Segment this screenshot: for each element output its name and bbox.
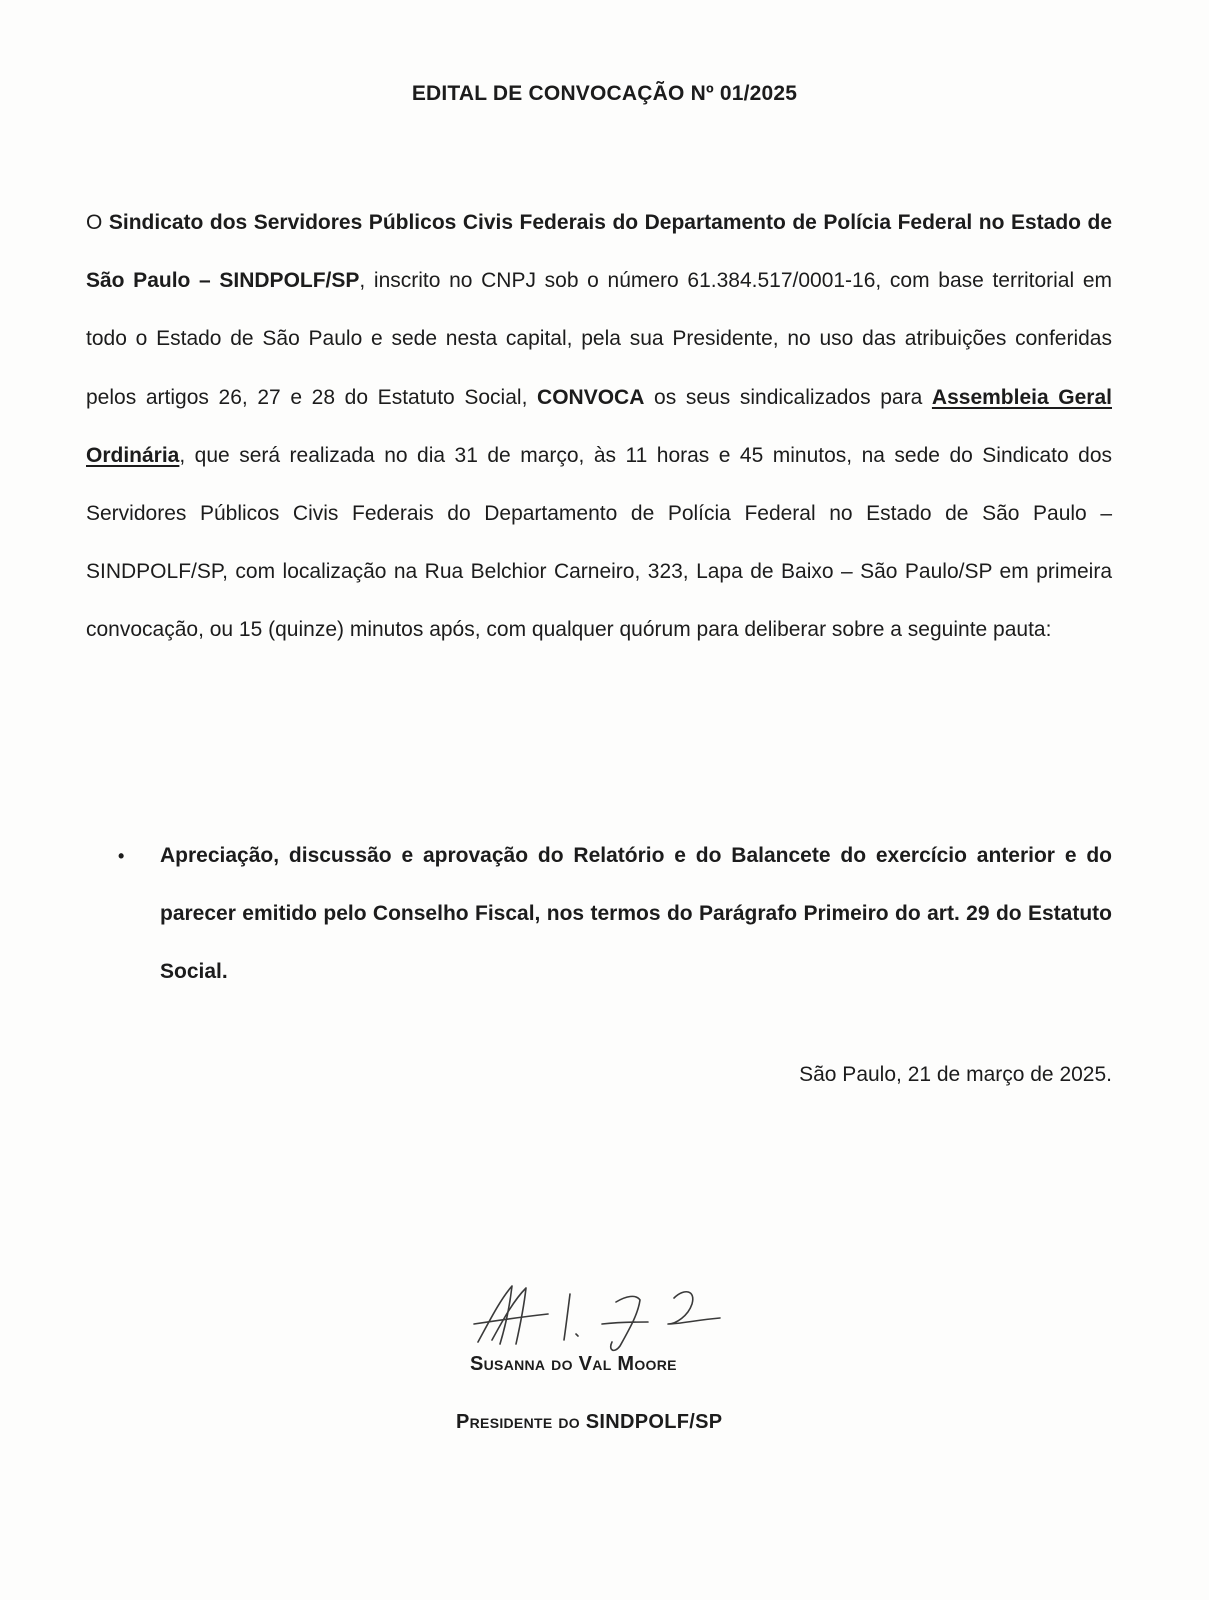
convoca-keyword: CONVOCA xyxy=(537,385,645,409)
paragraph-text-start: O xyxy=(86,211,109,234)
bullet-icon: • xyxy=(118,846,125,866)
document-title: EDITAL DE CONVOCAÇÃO Nº 01/2025 xyxy=(411,82,798,105)
handwritten-signature xyxy=(470,1280,750,1360)
convocation-paragraph xyxy=(86,194,1112,660)
paragraph-text-cnpj: , inscrito no CNPJ sob o número 61.384.517/0001-16, com base territorial em todo o Estado de São Paulo e sede nesta capital, pela sua Presidente, no uso das atribuições conferidas pelos artigos 26, 27 e 28 do Estatuto Social, xyxy=(86,269,1112,409)
paragraph-text-details: , que será realizada no dia 31 de março, às 11 horas e 45 minutos, na sede do Sindicato dos Servidores Públicos Civis Federais do Departamento de Polícia Federal no Estado de São Paulo – SINDPOLF/SP, com localização na Rua Belchior Carneiro, 323, Lapa de Baixo – São Paulo/SP em primeira convocação, ou 15 (quinze) minutos após, com qualquer quórum para deliberar sobre a seguinte pauta: xyxy=(86,443,1112,642)
assembly-name: Assembleia Geral Ordinária xyxy=(86,385,1112,467)
signatory-name: Susanna do Val Moore xyxy=(470,1353,677,1375)
agenda-item-text: Apreciação, discussão e aprovação do Relatório e do Balancete do exercício anterior e do parecer emitido pelo Conselho Fiscal, nos termos do Parágrafo Primeiro do art. 29 do Estatuto Social. xyxy=(160,844,1112,983)
agenda-item xyxy=(118,827,1112,1001)
place-date-line: São Paulo, 21 de março de 2025. xyxy=(799,1063,1112,1086)
organization-name: Sindicato dos Servidores Públicos Civis Federais do Departamento de Polícia Federal no Estado de São Paulo – SINDPOLF/SP xyxy=(86,211,1112,293)
agenda-list xyxy=(118,827,1112,1001)
paragraph-text-members: os seus sindicalizados para xyxy=(644,385,932,409)
signatory-role: Presidente do SINDPOLF/SP xyxy=(456,1411,723,1433)
